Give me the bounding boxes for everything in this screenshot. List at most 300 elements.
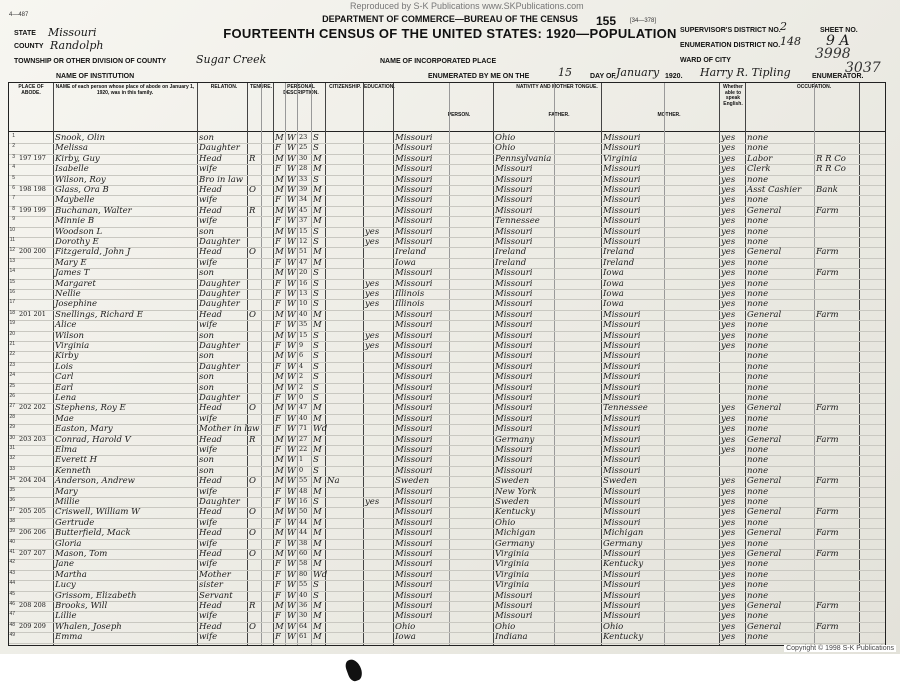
cell-birthplace: Missouri xyxy=(395,164,433,175)
cell-birthplace: Missouri xyxy=(395,434,433,445)
cell-mother-birthplace: Missouri xyxy=(603,341,641,351)
cell-dwelling: 208 208 xyxy=(19,601,46,609)
cell-race: W xyxy=(287,361,296,372)
cell-occupation: none xyxy=(747,632,769,643)
state-label: STATE xyxy=(14,30,36,37)
cell-sex: F xyxy=(275,143,281,154)
cell-occupation: none xyxy=(747,351,769,362)
cell-birthplace: Missouri xyxy=(395,445,433,455)
cell-name: Mary xyxy=(55,486,78,497)
cell-tenure: O xyxy=(249,309,256,320)
cell-english: yes xyxy=(721,476,736,487)
cell-english: yes xyxy=(721,268,736,279)
cell-father-birthplace: Missouri xyxy=(495,195,533,206)
cell-english: yes xyxy=(721,621,736,632)
day-of-label: DAY OF xyxy=(590,73,616,80)
cell-marital-status: M xyxy=(313,528,322,539)
cell-age: 0 xyxy=(299,393,304,401)
cell-occupation: none xyxy=(747,517,769,528)
cell-occupation: none xyxy=(747,341,769,351)
cell-race: W xyxy=(287,247,296,258)
line-number: 4 xyxy=(12,164,15,171)
line-number: 30 xyxy=(9,434,15,441)
cell-marital-status: M xyxy=(313,445,322,455)
cell-father-birthplace: Ireland xyxy=(495,247,527,258)
line-number: 21 xyxy=(9,341,15,347)
cell-occupation: none xyxy=(747,559,769,570)
cell-name: Grissom, Elizabeth xyxy=(55,590,137,601)
cell-birthplace: Missouri xyxy=(395,413,433,424)
cell-birthplace: Missouri xyxy=(395,549,433,559)
cell-marital-status: M xyxy=(313,195,322,206)
cell-occupation: none xyxy=(747,320,769,331)
cell-mother-birthplace: Missouri xyxy=(603,382,641,393)
cell-marital-status: M xyxy=(313,601,322,611)
cell-relation: Head xyxy=(199,205,222,216)
watermark: Reproduced by S-K Publications www.SKPublications.com xyxy=(350,1,584,11)
cell-dwelling: 202 202 xyxy=(19,403,46,412)
cell-mother-birthplace: Missouri xyxy=(603,164,641,175)
cell-birthplace: Missouri xyxy=(395,486,433,497)
cell-sex: M xyxy=(275,309,284,320)
line-number: 5 xyxy=(12,174,15,181)
cell-name: Snellings, Richard E xyxy=(55,309,143,320)
enumeration-district-value: 148 xyxy=(780,35,801,48)
cell-english: yes xyxy=(721,528,736,539)
cell-occupation: General xyxy=(747,309,782,320)
cell-mother-birthplace: Iowa xyxy=(603,299,624,310)
cell-age: 40 xyxy=(299,309,308,318)
cell-marital-status: S xyxy=(313,351,319,362)
cell-tenure: R xyxy=(249,205,256,216)
cell-birthplace: Missouri xyxy=(395,226,433,237)
cell-race: W xyxy=(287,216,296,227)
cell-occupation: none xyxy=(747,486,769,497)
cell-name: Conrad, Harold V xyxy=(55,434,131,445)
cell-mother-birthplace: Missouri xyxy=(603,413,641,424)
cell-education: yes xyxy=(365,341,380,351)
cell-occupation: none xyxy=(747,455,769,466)
cell-marital-status: M xyxy=(313,632,322,643)
cell-name: Criswell, William W xyxy=(55,507,140,518)
cell-name: Everett H xyxy=(55,455,98,466)
cell-age: 1 xyxy=(299,455,304,464)
cell-race: W xyxy=(287,164,296,175)
cell-relation: son xyxy=(199,465,214,476)
cell-industry: Farm xyxy=(816,205,839,216)
cell-age: 23 xyxy=(299,133,308,141)
cell-sex: M xyxy=(275,621,284,632)
cell-occupation: none xyxy=(747,372,769,383)
cell-father-birthplace: New York xyxy=(495,486,537,497)
county-label: COUNTY xyxy=(14,43,44,50)
cell-name: Woodson L xyxy=(55,226,103,237)
cell-sex: M xyxy=(275,351,284,362)
cell-relation: Head xyxy=(199,309,222,320)
cell-birthplace: Missouri xyxy=(395,497,433,507)
cell-race: W xyxy=(287,621,296,632)
cell-marital-status: S xyxy=(313,393,319,403)
cell-father-birthplace: Germany xyxy=(495,538,535,549)
cell-age: 35 xyxy=(299,320,308,329)
cell-race: W xyxy=(287,320,296,331)
cell-english: yes xyxy=(721,497,736,507)
cell-relation: sister xyxy=(199,580,223,591)
cell-occupation: none xyxy=(747,361,769,372)
cell-birthplace: Missouri xyxy=(395,590,433,601)
line-number: 29 xyxy=(9,424,15,431)
cell-father-birthplace: Missouri xyxy=(495,341,533,351)
cell-relation: Daughter xyxy=(199,393,240,403)
line-number: 9 xyxy=(12,216,15,223)
col-personal-description: PERSONAL DESCRIPTION. xyxy=(283,84,319,96)
cell-occupation: none xyxy=(747,413,769,424)
cell-age: 47 xyxy=(299,257,308,266)
cell-occupation: none xyxy=(747,611,769,622)
cell-age: 15 xyxy=(299,330,308,339)
col-place-of-abode: PLACE OF ABODE. xyxy=(18,84,44,96)
cell-mother-birthplace: Ireland xyxy=(603,257,635,268)
cell-race: W xyxy=(287,237,296,247)
cell-education: yes xyxy=(365,289,380,299)
incorporated-place-label: NAME OF INCORPORATED PLACE xyxy=(380,58,497,65)
cell-marital-status: S xyxy=(313,361,319,372)
cell-name: Virginia xyxy=(55,341,90,351)
cell-marital-status: S xyxy=(313,372,319,383)
cell-mother-birthplace: Michigan xyxy=(603,528,644,539)
cell-race: W xyxy=(287,601,296,611)
cell-marital-status: S xyxy=(313,580,319,591)
cell-birthplace: Missouri xyxy=(395,601,433,611)
cell-english: yes xyxy=(721,143,736,154)
cell-sex: F xyxy=(275,413,281,424)
line-number: 13 xyxy=(9,257,15,264)
enumeration-month-value: January xyxy=(616,66,660,79)
cell-english: yes xyxy=(721,278,736,289)
cell-marital-status: M xyxy=(313,403,322,414)
line-number: 16 xyxy=(9,289,15,295)
cell-race: W xyxy=(287,611,296,622)
cell-race: W xyxy=(287,549,296,559)
cell-occupation: none xyxy=(747,299,769,310)
cell-occupation: none xyxy=(747,330,769,341)
line-number: 12 xyxy=(9,247,15,254)
cell-relation: wife xyxy=(199,486,218,497)
cell-relation: wife xyxy=(199,320,218,331)
line-number: 31 xyxy=(9,445,15,451)
cell-mother-birthplace: Missouri xyxy=(603,216,641,227)
cell-english: yes xyxy=(721,517,736,528)
cell-relation: Daughter xyxy=(199,278,240,289)
cell-birthplace: Missouri xyxy=(395,174,433,185)
cell-race: W xyxy=(287,434,296,445)
cell-birthplace: Missouri xyxy=(395,195,433,206)
cell-industry: Farm xyxy=(816,476,839,487)
cell-race: W xyxy=(287,143,296,154)
cell-industry: Farm xyxy=(816,434,839,445)
cell-mother-birthplace: Missouri xyxy=(603,143,641,154)
cell-relation: son xyxy=(199,226,214,237)
cell-race: W xyxy=(287,226,296,237)
cell-marital-status: S xyxy=(313,174,319,185)
cell-age: 40 xyxy=(299,413,308,422)
cell-race: W xyxy=(287,133,296,143)
cell-dwelling: 200 200 xyxy=(19,247,46,256)
cell-education: yes xyxy=(365,226,380,237)
col-occupation: OCCUPATION. xyxy=(796,84,832,90)
cell-mother-birthplace: Missouri xyxy=(603,393,641,403)
cell-mother-birthplace: Iowa xyxy=(603,268,624,279)
cell-name: Kirby, Guy xyxy=(55,153,100,164)
cell-age: 50 xyxy=(299,507,308,516)
cell-sex: F xyxy=(275,580,281,591)
cell-sex: F xyxy=(275,164,281,175)
cell-occupation: General xyxy=(747,434,782,445)
cell-mother-birthplace: Missouri xyxy=(603,497,641,507)
cell-dwelling: 209 209 xyxy=(19,621,46,630)
cell-name: Gertrude xyxy=(55,517,95,528)
cell-mother-birthplace: Kentucky xyxy=(603,632,644,643)
cell-age: 0 xyxy=(299,465,304,474)
cell-name: Kenneth xyxy=(55,465,92,476)
cell-tenure: R xyxy=(249,601,256,611)
township-label: TOWNSHIP OR OTHER DIVISION OF COUNTY xyxy=(14,58,167,65)
cell-name: Anderson, Andrew xyxy=(55,476,135,487)
cell-age: 40 xyxy=(299,590,308,599)
cell-occupation: General xyxy=(747,403,782,414)
department-title: DEPARTMENT OF COMMERCE—BUREAU OF THE CENSUS xyxy=(322,14,578,24)
cell-age: 45 xyxy=(299,205,308,214)
cell-age: 2 xyxy=(299,372,304,381)
cell-marital-status: M xyxy=(313,476,322,487)
cell-tenure: R xyxy=(249,153,256,164)
cell-mother-birthplace: Ireland xyxy=(603,247,635,258)
enumerated-label: ENUMERATED BY ME ON THE xyxy=(428,73,530,80)
cell-marital-status: M xyxy=(313,611,322,622)
cell-marital-status: S xyxy=(313,226,319,237)
cell-birthplace: Missouri xyxy=(395,393,433,403)
cell-sex: M xyxy=(275,330,284,341)
cell-occupation: General xyxy=(747,549,782,559)
cell-father-birthplace: Virginia xyxy=(495,569,530,580)
cell-industry: Farm xyxy=(816,549,839,559)
cell-mother-birthplace: Iowa xyxy=(603,278,624,289)
cell-name: Kirby xyxy=(55,351,79,362)
cell-mother-birthplace: Missouri xyxy=(603,486,641,497)
cell-marital-status: M xyxy=(313,517,322,528)
col-nativity: NATIVITY AND MOTHER TONGUE. xyxy=(516,84,598,90)
cell-dwelling: 205 205 xyxy=(19,507,46,516)
cell-relation: wife xyxy=(199,216,218,227)
line-number: 27 xyxy=(9,403,15,410)
line-number: 23 xyxy=(9,361,15,368)
cell-marital-status: M xyxy=(313,538,322,549)
cell-age: 39 xyxy=(299,185,308,193)
cell-age: 20 xyxy=(299,268,308,277)
cell-name: Earl xyxy=(55,382,74,393)
cell-name: Stephens, Roy E xyxy=(55,403,126,414)
cell-name: Lena xyxy=(55,393,77,403)
line-number: 37 xyxy=(9,507,15,514)
cell-english: yes xyxy=(721,216,736,227)
supervisor-district-value: 2 xyxy=(780,20,787,33)
cell-occupation: none xyxy=(747,133,769,143)
cell-marital-status: Wd xyxy=(313,424,328,435)
cell-sex: M xyxy=(275,455,284,466)
cell-name: Martha xyxy=(55,569,87,580)
cell-marital-status: M xyxy=(313,257,322,268)
line-number: 25 xyxy=(9,382,15,389)
cell-marital-status: M xyxy=(313,205,322,216)
cell-race: W xyxy=(287,351,296,362)
cell-name: Mary E xyxy=(55,257,87,268)
line-number: 10 xyxy=(9,226,15,233)
cell-tenure: R xyxy=(249,434,256,445)
cell-tenure: O xyxy=(249,549,256,559)
cell-relation: Head xyxy=(199,403,222,414)
line-number: 41 xyxy=(9,549,15,555)
cell-english: yes xyxy=(721,247,736,258)
cell-english: yes xyxy=(721,413,736,424)
cell-birthplace: Missouri xyxy=(395,559,433,570)
cell-mother-birthplace: Missouri xyxy=(603,611,641,622)
cell-race: W xyxy=(287,195,296,206)
cell-father-birthplace: Missouri xyxy=(495,278,533,289)
line-number: 24 xyxy=(9,372,15,379)
cell-relation: Head xyxy=(199,601,222,611)
cell-relation: Daughter xyxy=(199,361,240,372)
cell-marital-status: S xyxy=(313,590,319,601)
cell-age: 2 xyxy=(299,382,304,391)
cell-birthplace: Missouri xyxy=(395,580,433,591)
cell-relation: Mother xyxy=(199,569,231,580)
cell-age: 25 xyxy=(299,143,308,152)
cell-birthplace: Missouri xyxy=(395,465,433,476)
cell-name: Gloria xyxy=(55,538,82,549)
cell-father-birthplace: Missouri xyxy=(495,164,533,175)
cell-race: W xyxy=(287,372,296,383)
cell-birthplace: Ireland xyxy=(395,247,427,258)
cell-relation: son xyxy=(199,268,214,279)
cell-age: 55 xyxy=(299,476,308,485)
supervisor-district-label: SUPERVISOR'S DISTRICT NO. xyxy=(680,27,781,34)
cell-name: Glass, Ora B xyxy=(55,185,109,195)
cell-age: 80 xyxy=(299,569,308,578)
cell-marital-status: M xyxy=(313,247,322,258)
cell-education: yes xyxy=(365,237,380,247)
cell-mother-birthplace: Missouri xyxy=(603,133,641,143)
col-person: PERSON. xyxy=(447,112,471,118)
cell-birthplace: Missouri xyxy=(395,205,433,216)
cell-race: W xyxy=(287,330,296,341)
cell-sex: M xyxy=(275,403,284,414)
cell-age: 28 xyxy=(299,164,308,173)
cell-industry: Farm xyxy=(816,309,839,320)
cell-sex: M xyxy=(275,185,284,195)
cell-age: 12 xyxy=(299,237,308,245)
cell-race: W xyxy=(287,632,296,643)
cell-marital-status: M xyxy=(313,413,322,424)
cell-relation: Bro in law xyxy=(199,174,244,185)
cell-marital-status: S xyxy=(313,237,319,247)
cell-sex: F xyxy=(275,590,281,601)
line-number: 8 xyxy=(12,205,15,212)
cell-sex: F xyxy=(275,424,281,435)
cell-name: Elma xyxy=(55,445,78,455)
cell-english: yes xyxy=(721,174,736,185)
cell-age: 30 xyxy=(299,153,308,162)
col-relation: RELATION. xyxy=(210,84,238,90)
cell-industry: Farm xyxy=(816,247,839,258)
cell-english: yes xyxy=(721,611,736,622)
line-number: 6 xyxy=(12,185,15,191)
cell-english: yes xyxy=(721,133,736,143)
cell-father-birthplace: Missouri xyxy=(495,185,533,195)
line-number: 15 xyxy=(9,278,15,285)
cell-relation: son xyxy=(199,372,214,383)
line-number: 26 xyxy=(9,393,15,399)
cell-name: Wilson, Roy xyxy=(55,174,106,185)
line-number: 17 xyxy=(9,299,15,306)
line-number: 22 xyxy=(9,351,15,358)
ward-label: WARD OF CITY xyxy=(680,57,731,64)
cell-mother-birthplace: Missouri xyxy=(603,445,641,455)
cell-english: yes xyxy=(721,289,736,299)
cell-dwelling: 207 207 xyxy=(19,549,46,557)
cell-father-birthplace: Missouri xyxy=(495,601,533,611)
cell-father-birthplace: Missouri xyxy=(495,299,533,310)
cell-birthplace: Missouri xyxy=(395,517,433,528)
cell-marital-status: M xyxy=(313,549,322,559)
cell-father-birthplace: Pennsylvania xyxy=(495,153,552,164)
line-number: 32 xyxy=(9,455,15,462)
cell-name: Margaret xyxy=(55,278,96,289)
cell-father-birthplace: Missouri xyxy=(495,320,533,331)
cell-occupation: none xyxy=(747,216,769,227)
cell-relation: son xyxy=(199,382,214,393)
cell-industry: Farm xyxy=(816,528,839,539)
line-number: 46 xyxy=(9,601,15,607)
cell-relation: wife xyxy=(199,257,218,268)
cell-father-birthplace: Missouri xyxy=(495,413,533,424)
cell-dwelling: 204 204 xyxy=(19,476,46,485)
cell-race: W xyxy=(287,393,296,403)
cell-marital-status: S xyxy=(313,341,319,351)
cell-occupation: none xyxy=(747,195,769,206)
cell-name: Fitzgerald, John J xyxy=(55,247,131,258)
cell-sex: M xyxy=(275,549,284,559)
cell-english: yes xyxy=(721,341,736,351)
cell-sex: F xyxy=(275,632,281,643)
cell-marital-status: S xyxy=(313,382,319,393)
cell-father-birthplace: Ohio xyxy=(495,143,516,154)
cell-birthplace: Missouri xyxy=(395,143,433,154)
cell-dwelling: 198 198 xyxy=(19,185,46,193)
cell-name: Isabelle xyxy=(55,164,89,175)
cell-age: 15 xyxy=(299,226,308,235)
cell-occupation: none xyxy=(747,174,769,185)
page-subcode: [34—378] xyxy=(630,18,657,24)
cell-sex: F xyxy=(275,289,281,299)
cell-mother-birthplace: Kentucky xyxy=(603,559,644,570)
cell-father-birthplace: Sweden xyxy=(495,497,530,507)
cell-occupation: none xyxy=(747,257,769,268)
cell-relation: Daughter xyxy=(199,299,240,310)
cell-english: yes xyxy=(721,538,736,549)
cell-citizenship: Na xyxy=(327,476,340,487)
cell-english: yes xyxy=(721,590,736,601)
cell-mother-birthplace: Missouri xyxy=(603,434,641,445)
